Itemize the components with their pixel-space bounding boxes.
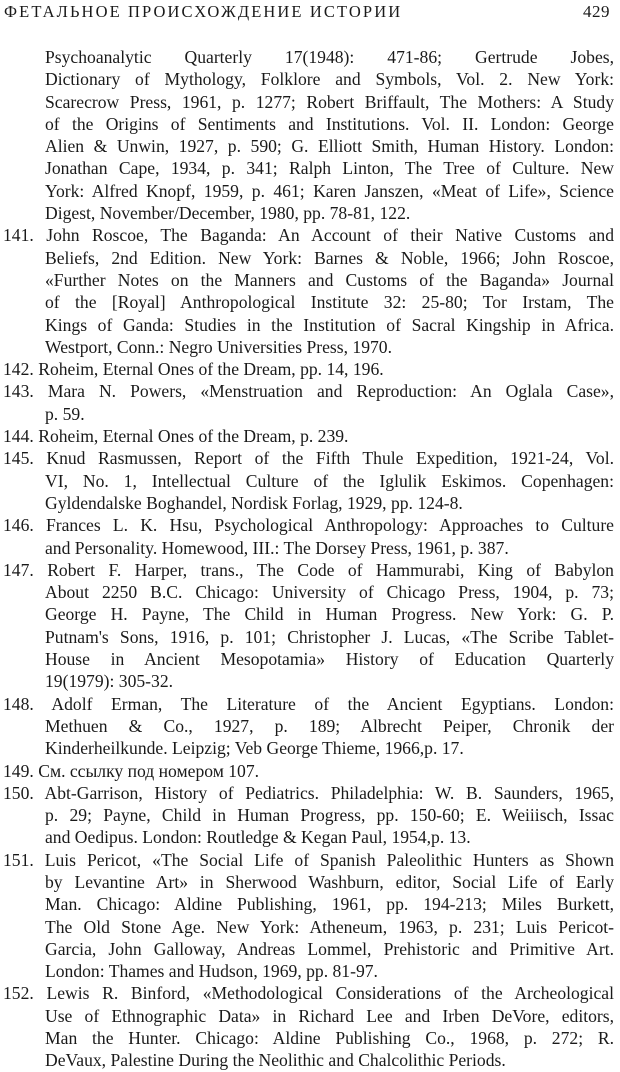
endnote [0, 46, 616, 224]
endnote [0, 782, 616, 849]
endnotes-list [0, 46, 616, 1072]
endnote-line: VI, No. 1, Intellectual Culture of the Iglulik Eskimos. Copenhagen: [45, 470, 614, 491]
endnote-number: 152. [3, 983, 34, 1004]
endnote-number: 150. [3, 782, 34, 803]
endnote-line: Use of Ethnographic Data» in Richard Lee and Irben DeVore, editors, [45, 1005, 614, 1026]
endnote-line: Kinderheilkunde. Leipzig; Veb George Thieme, 1966,p. 17. [45, 738, 464, 759]
endnote-text: Abt-Garrison, History of Pediatrics. Philadelphia: W. B. Saunders, 1965, [44, 782, 615, 803]
endnote-number: 144. [3, 426, 34, 447]
endnote-line [0, 425, 616, 447]
endnote [0, 514, 616, 559]
endnote [0, 760, 616, 782]
page-header [0, 0, 620, 28]
endnote-line [0, 782, 616, 804]
running-title: ФЕТАЛЬНОЕ ПРОИСХОЖДЕНИЕ ИСТОРИИ [4, 2, 403, 21]
endnote-line: The Old Stone Age. New York: Atheneum, 1963, p. 231; Luis Pericot- [45, 916, 614, 937]
endnote-line: Beliefs, 2nd Edition. New York: Barnes & Noble, 1966; John Roscoe, [45, 247, 614, 268]
endnote-line: p. 59. [45, 403, 85, 424]
endnote-line [0, 380, 616, 402]
endnote [0, 849, 616, 983]
endnote [0, 224, 616, 358]
endnote-line [0, 447, 616, 469]
endnote-text: См. ссылку под номером 107. [38, 760, 260, 781]
endnote-line: Putnam's Sons, 1916, p. 101; Christopher J. Lucas, «The Scribe Tablet- [45, 626, 614, 647]
endnote-line: George H. Payne, The Child in Human Progress. New York: G. P. [45, 604, 614, 625]
endnote-line: «Further Notes on the Manners and Customs of the Baganda» Journal [45, 269, 614, 290]
endnote-line: and Personality. Homewood, III.: The Dorsey Press, 1961, p. 387. [45, 537, 509, 558]
endnote-line [0, 224, 616, 246]
endnote-line: by Levantine Art» in Sherwood Washburn, editor, Social Life of Early [45, 871, 614, 892]
endnote-line: Jonathan Cape, 1934, p. 341; Ralph Linton, The Tree of Culture. New [45, 158, 614, 179]
endnote-number: 142. [3, 359, 34, 380]
endnote-line [0, 514, 616, 536]
endnote-number: 147. [3, 559, 34, 580]
endnote-line: Psychoanalytic Quarterly 17(1948): 471-86; Gertrude Jobes, [45, 47, 614, 67]
endnote [0, 559, 616, 693]
endnote-line: 19(1979): 305-32. [45, 671, 174, 692]
endnote-text: Mara N. Powers, «Menstruation and Reproduction: An Oglala Case», [47, 381, 614, 402]
endnote-line [0, 358, 616, 380]
endnote-line: DeVaux, Palestine During the Neolithic and Chalcolithic Periods. [45, 1050, 506, 1071]
endnote-line: p. 29; Payne, Child in Human Progress, pp. 150-60; E. Weiiisch, Issac [45, 805, 614, 826]
endnote-number: 143. [3, 381, 34, 402]
endnote-line: and Oedipus. London: Routledge & Kegan Paul, 1954,p. 13. [45, 827, 471, 848]
endnote-line: Kings of Ganda: Studies in the Institution of Sacral Kingship in Africa. [45, 314, 614, 335]
endnote-line [0, 849, 616, 871]
endnote-text: Luis Pericot, «The Social Life of Spanish Paleolithic Hunters as Shown [44, 849, 614, 870]
endnote-line [0, 760, 616, 782]
endnote-number: 145. [3, 448, 34, 469]
endnote-line: Scarecrow Press, 1961, p. 1277; Robert Briffault, The Mothers: A Study [45, 91, 614, 112]
endnote-line: Methuen & Co., 1927, p. 189; Albrecht Peiper, Chronik der [45, 715, 614, 736]
endnote-line: Digest, November/December, 1980, pp. 78-81, 122. [45, 203, 411, 224]
endnote-text: Roheim, Eternal Ones of the Dream, p. 239. [38, 426, 349, 447]
endnote-line: About 2250 B.C. Chicago: University of Chicago Press, 1904, p. 73; [45, 582, 614, 603]
endnote [0, 693, 616, 760]
endnote-line: Gyldendalske Boghandel, Nordisk Forlag, 1929, pp. 124-8. [45, 492, 463, 513]
endnote-text: John Roscoe, The Baganda: An Account of their Native Customs and [46, 225, 615, 246]
endnote [0, 358, 616, 380]
endnote-text: Adolf Erman, The Literature of the Ancient Egyptians. London: [51, 693, 614, 714]
endnote-line: House in Ancient Mesopotamia» History of Education Quarterly [45, 649, 614, 670]
endnote-number: 148. [3, 693, 34, 714]
endnote-text: Lewis R. Binford, «Methodological Considerations of the Archeological [46, 983, 614, 1004]
endnote [0, 380, 616, 425]
endnote-line [0, 559, 616, 581]
endnote-line: Westport, Conn.: Negro Universities Press, 1970. [45, 336, 393, 357]
endnote-line: Garcia, John Galloway, Andreas Lommel, Prehistoric and Primitive Art. [45, 938, 614, 959]
endnote-line: Man the Hunter. Chicago: Aldine Publishing Co., 1968, p. 272; R. [45, 1028, 614, 1049]
endnote-line: London: Thames and Hudson, 1969, pp. 81-97. [45, 961, 378, 982]
page-number: 429 [583, 2, 610, 21]
endnote-number: 151. [3, 849, 34, 870]
endnote-number: 141. [3, 225, 34, 246]
endnote-text: Frances L. K. Hsu, Psychological Anthropology: Approaches to Culture [45, 515, 614, 536]
endnote-line: York: Alfred Knopf, 1959, p. 461; Karen Janszen, «Meat of Life», Science [45, 180, 614, 201]
endnote [0, 982, 616, 1071]
endnote [0, 425, 616, 447]
endnote [0, 447, 616, 514]
endnote-text: Robert F. Harper, trans., The Code of Hammurabi, King of Babylon [47, 559, 614, 580]
endnote-line: Dictionary of Mythology, Folklore and Symbols, Vol. 2. New York: [45, 69, 614, 90]
endnote-line: of the Origins of Sentiments and Institutions. Vol. II. London: George [45, 113, 614, 134]
endnote-number: 149. [3, 760, 34, 781]
endnote-number: 146. [3, 515, 34, 536]
endnote-line [0, 982, 616, 1004]
endnote-line [0, 693, 616, 715]
endnote-text: Knud Rasmussen, Report of the Fifth Thule Expedition, 1921-24, Vol. [46, 448, 614, 469]
endnote-text: Roheim, Eternal Ones of the Dream, pp. 14, 196. [38, 359, 384, 380]
endnote-line: Man. Chicago: Aldine Publishing, 1961, pp. 194-213; Miles Burkett, [45, 894, 614, 915]
endnote-line: Alien & Unwin, 1927, p. 590; G. Elliott Smith, Human History. London: [45, 136, 614, 157]
endnote-line: of the [Royal] Anthropological Institute 32: 25-80; Tor Irstam, The [45, 292, 614, 313]
